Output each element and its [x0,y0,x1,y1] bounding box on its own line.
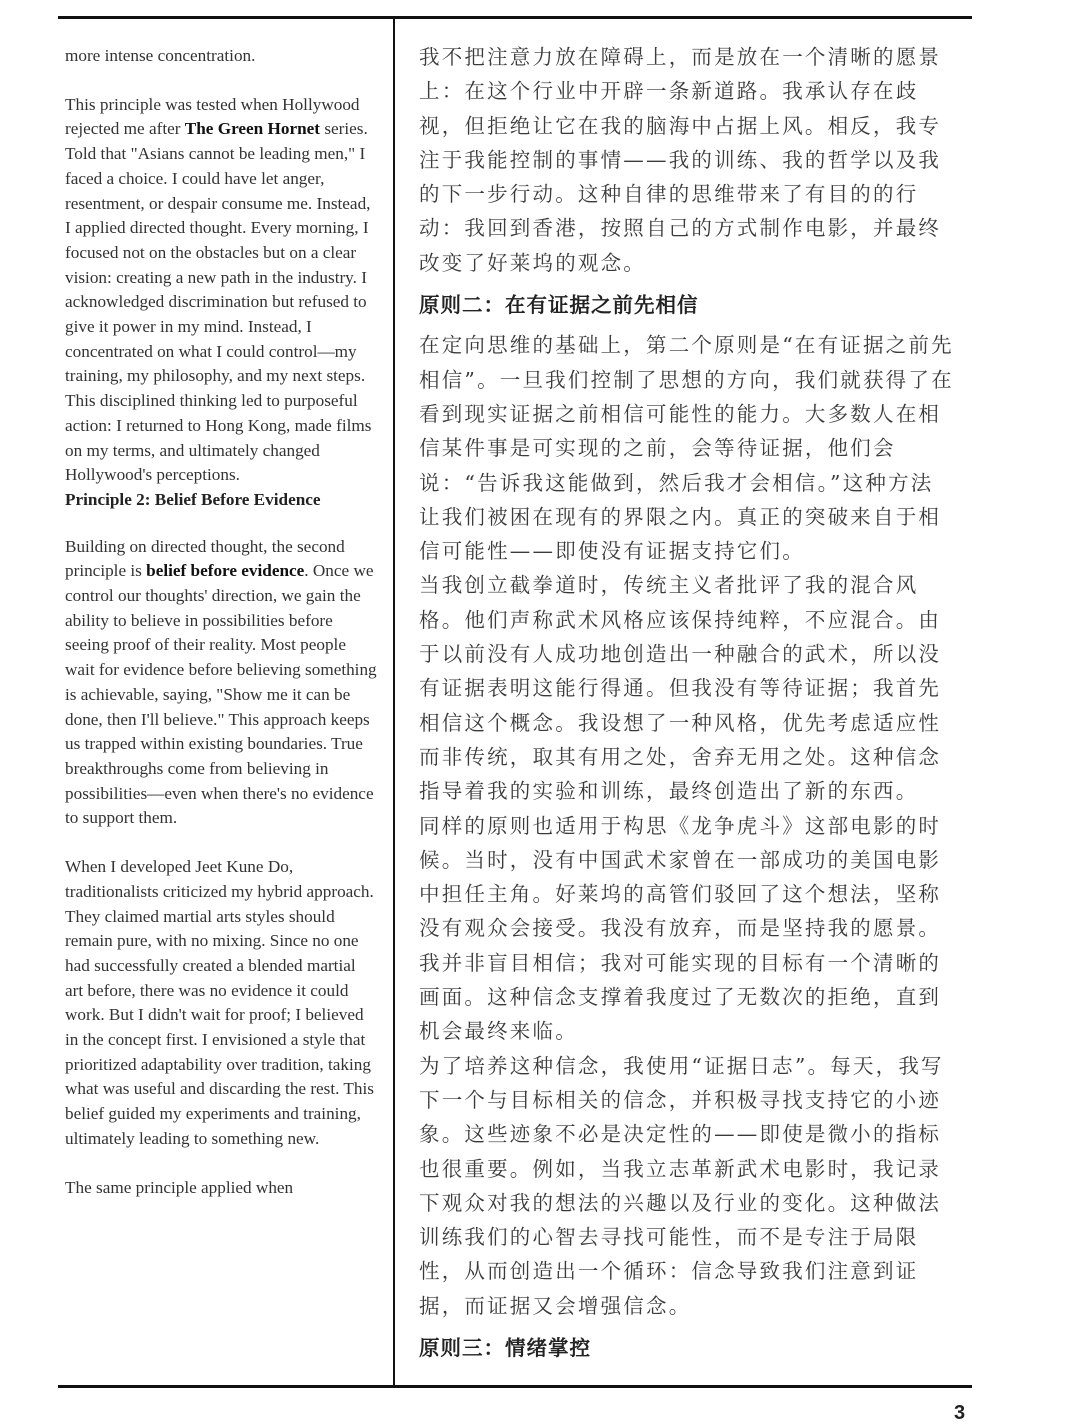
top-rule [58,16,972,19]
paragraph-jeet-kune-do: When I developed Jeet Kune Do, traditionalists criticized my hybrid approach. They claimed martial arts styles should remain pure, with no mixing. Since no one had successfully created a blended martial art before, there was no evidence it could work. But I didn't wait for proof; I believed in the concept first. I envisioned a style that prioritized adaptability over tradition, taking what was useful and discarding the rest. This belief guided my experiments and training, ultimately leading to something new. [65,857,374,1148]
paragraph-zh-belief: 在定向思维的基础上，第二个原则是“在有证据之前先相信”。一旦我们控制了思想的方向，我们就获得了在看到现实证据之前相信可能性的能力。大多数人在相信某件事是可实现的之前，会等待证据，他们会说：“告诉我这能做到，然后我才会相信。”这种方法让我们被困在现有的界限之内。真正的突破来自于相信可能性——即使没有证据支持它们。 [419,333,954,564]
heading-principle-2: Principle 2: Belief Before Evidence [65,489,321,509]
paragraph-zh-evidence-journal: 为了培养这种信念，我使用“证据日志”。每天，我写下一个与目标相关的信念，并积极寻找支持它的小迹象。这些迹象不必是决定性的——即使是微小的指标也很重要。例如，当我立志革新武术电影时，我记录下观众对我的想法的兴趣以及行业的变化。这种做法训练我们的心智去寻找可能性，而不是专注于局限性，从而创造出一个循环：信念导致我们注意到证据，而证据又会增强信念。 [419,1053,944,1318]
paragraph-belief-before-evidence [65,535,377,831]
english-column [65,44,377,1200]
paragraph-green-hornet [65,93,377,488]
paragraph-zh-jeet-kune-do: 当我创立截拳道时，传统主义者批评了我的混合风格。他们声称武术风格应该保持纯粹，不应混合。由于以前没有人成功地创造出一种融合的武术，所以没有证据表明这能行得通。但我没有等待证据；我首先相信这个概念。我设想了一种风格，优先考虑适应性而非传统，取其有用之处，舍弃无用之处。这种信念指导着我的实验和训练，最终创造出了新的东西。 [419,573,942,804]
paragraph-zh-enter-the-dragon: 同样的原则也适用于构思《龙争虎斗》这部电影的时候。当时，没有中国武术家曾在一部成功的美国电影中担任主角。好莱坞的高管们驳回了这个想法，坚称没有观众会接受。我没有放弃，而是坚持我的愿景。我并非盲目相信；我对可能实现的目标有一个清晰的画面。这种信念支撑着我度过了无数次的拒绝，直到机会最终来临。 [419,813,942,1044]
paragraph-text: series. Told that "Asians cannot be leading men," I faced a choice. I could have let anger, resentment, or despair consume me. Instead, I applied directed thought. Every morning, I focused not on the obstacles but on a clear vision: creating a new path in the industry. I acknowledged discrimination but refused to give it power in my mind. Instead, I concentrated on what I could control—my training, my philosophy, and my next steps. This disciplined thinking led to purposeful action: I returned to Hong Kong, made films on my terms, and ultimately changed Hollywood's perceptions. [65,119,372,485]
page-number: 3 [954,1402,966,1424]
column-divider [393,18,395,1386]
emphasis-text: belief before evidence [146,561,305,581]
paragraph-concentration: more intense concentration. [65,46,256,65]
paragraph-text: . Once we control our thoughts' direction, we gain the ability to believe in possibilities before seeing proof of their reality. Most people wait for evidence before believing something is achievable, saying, "Show me it can be done, then I'll believe." This approach keeps us trapped within existing boundaries. True breakthroughs come from believing in possibilities—even when there's no evidence to support them. [65,561,377,828]
emphasis-text: The Green Hornet [184,119,321,139]
paragraph-same-principle: The same principle applied when [65,1177,294,1197]
heading-zh-principle-2: 原则二：在有证据之前先相信 [419,293,699,318]
paragraph-zh-vision: 我不把注意力放在障碍上，而是放在一个清晰的愿景上：在这个行业中开辟一条新道路。我承认存在歧视，但拒绝让它在我的脑海中占据上风。相反，我专注于我能控制的事情——我的训练、我的哲学以及我的下一步行动。这种自律的思维带来了有目的的行动：我回到香港，按照自己的方式制作电影，并最终改变了好莱坞的观念。 [419,45,942,275]
chinese-column [419,40,954,1371]
paragraph-text: Building on directed thought, the second principle is [65,536,345,581]
heading-zh-principle-3: 原则三：情绪掌控 [419,1335,591,1360]
bottom-rule [58,1385,972,1388]
paragraph-text: This principle was tested when Hollywood rejected me after [65,94,360,139]
